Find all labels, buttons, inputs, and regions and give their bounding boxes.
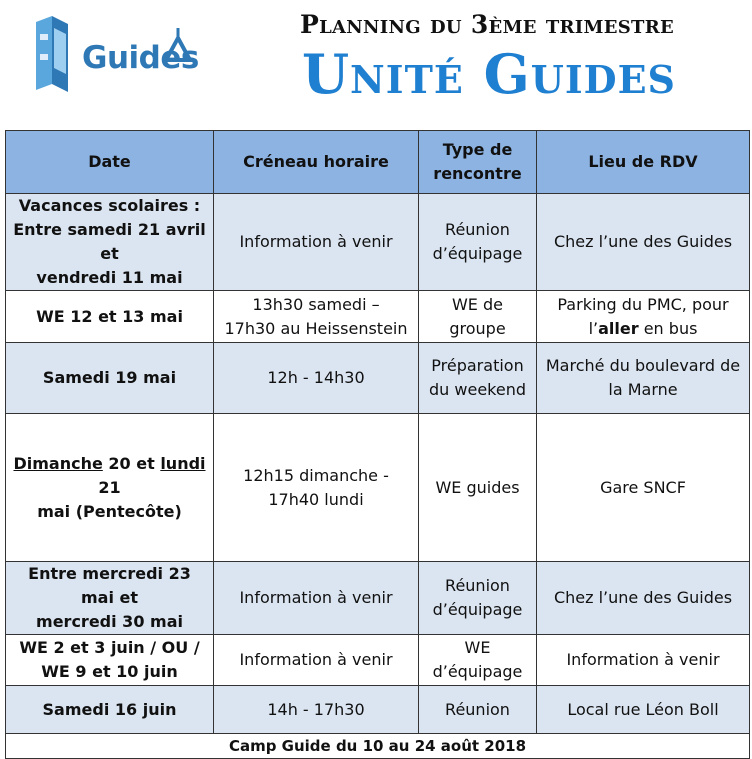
cell-slot: Information à venir — [214, 562, 419, 635]
table-row — [6, 635, 750, 686]
cell-date: WE 12 et 13 mai — [6, 291, 214, 343]
cell-slot: 12h - 14h30 — [214, 343, 419, 414]
cell-type: Réunion d’équipage — [419, 194, 537, 291]
cell-slot: 12h15 dimanche - 17h40 lundi — [214, 414, 419, 562]
logo-text: Guides — [82, 40, 199, 76]
cell-date: Samedi 19 mai — [6, 343, 214, 414]
guides-logo — [28, 14, 200, 104]
camp-dates: Camp Guide du 10 au 24 août 2018 — [6, 734, 750, 759]
cell-place: Gare SNCF — [537, 414, 750, 562]
cell-date: Dimanche 20 et lundi 21 mai (Pentecôte) — [6, 414, 214, 562]
header-place: Lieu de RDV — [537, 131, 750, 194]
cell-slot: 14h - 17h30 — [214, 686, 419, 734]
header-slot: Créneau horaire — [214, 131, 419, 194]
cell-place: Parking du PMC, pour l’aller en bus — [537, 291, 750, 343]
table-row — [6, 291, 750, 343]
page-title: Unité Guides — [301, 42, 677, 106]
cell-type: WE de groupe — [419, 291, 537, 343]
cell-place: Chez l’une des Guides — [537, 194, 750, 291]
header-type: Type de rencontre — [419, 131, 537, 194]
table-row — [6, 686, 750, 734]
cell-type: Réunion d’équipage — [419, 562, 537, 635]
cell-place: Marché du boulevard de la Marne — [537, 343, 750, 414]
cell-place: Chez l’une des Guides — [537, 562, 750, 635]
cell-place: Information à venir — [537, 635, 750, 686]
table-row — [6, 562, 750, 635]
planning-table — [5, 130, 750, 759]
cell-type: WE d’équipage — [419, 635, 537, 686]
planning-subtitle: Planning du 3ème trimestre — [299, 10, 675, 39]
cell-place: Local rue Léon Boll — [537, 686, 750, 734]
table-header-row — [6, 131, 750, 194]
cell-date: Vacances scolaires : Entre samedi 21 avril et vendredi 11 mai — [6, 194, 214, 291]
table-footer-row — [6, 734, 750, 759]
cell-date: Entre mercredi 23 mai et mercredi 30 mai — [6, 562, 214, 635]
table-row — [6, 414, 750, 562]
header-date: Date — [6, 131, 214, 194]
cell-slot: Information à venir — [214, 194, 419, 291]
cell-type: Préparation du weekend — [419, 343, 537, 414]
cell-date: WE 2 et 3 juin / OU / WE 9 et 10 juin — [6, 635, 214, 686]
cell-slot: 13h30 samedi – 17h30 au Heissenstein — [214, 291, 419, 343]
table-row — [6, 343, 750, 414]
cell-slot: Information à venir — [214, 635, 419, 686]
cell-type: Réunion — [419, 686, 537, 734]
cell-type: WE guides — [419, 414, 537, 562]
cell-date: Samedi 16 juin — [6, 686, 214, 734]
table-row — [6, 194, 750, 291]
